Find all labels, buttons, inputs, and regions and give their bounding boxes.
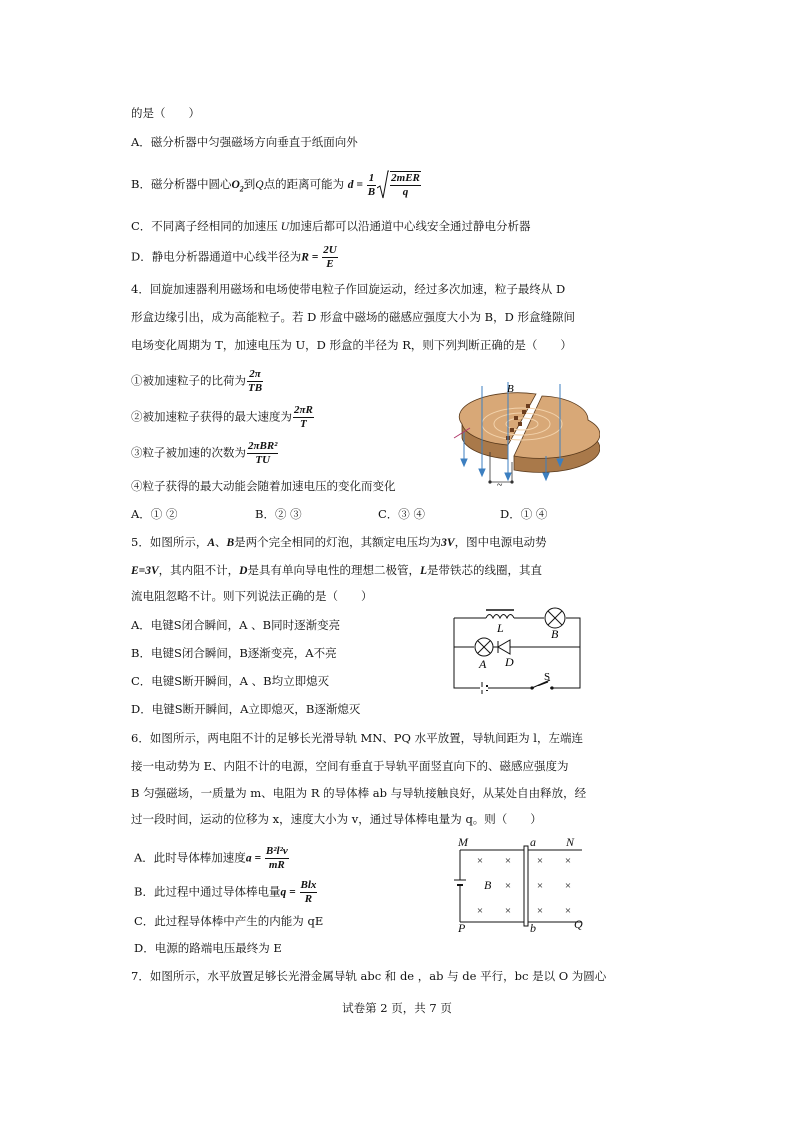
q3-option-a: A．磁分析器中匀强磁场方向垂直于纸面向外 bbox=[131, 135, 358, 149]
q4-statement-1: ①被加速粒子的比荷为 $\frac{2\pi}{TB}$ bbox=[131, 368, 263, 394]
q4-option-c: C．③ ④ bbox=[378, 507, 425, 521]
q6-stem-line1: 6．如图所示，两电阻不计的足够长光滑导轨 MN、PQ 水平放置，导轨间距为 l，左端连 bbox=[131, 731, 583, 745]
q5-option-b: B．电键S闭合瞬间，B逐渐变亮，A不亮 bbox=[131, 646, 337, 660]
field-mark: × bbox=[564, 855, 572, 867]
q6-option-d: D．电源的路端电压最终为 E bbox=[134, 941, 282, 955]
q4-statement-3: ③粒子被加速的次数为 $\frac{\text{2πBR²}}{TU}$ bbox=[131, 440, 278, 466]
q3-option-b: B．磁分析器中圆心$O_2$到Q点的距离可能为 d = $\frac{1}{B}$ $\frac{\text{2mER}}{q}$ bbox=[131, 171, 420, 198]
coil-label-l: L bbox=[497, 621, 504, 635]
q4-statement-4: ④粒子获得的最大动能会随着加速电压的变化而变化 bbox=[131, 479, 396, 493]
q5-stem-line3: 流电阻忽略不计。则下列说法正确的是（ ） bbox=[131, 589, 373, 603]
rails-figure bbox=[452, 836, 592, 932]
q4-stem-line2: 形盒边缘引出，成为高能粒子。若 D 形盒中磁场的磁感应强度大小为 B，D 形盒缝隙间 bbox=[131, 310, 576, 324]
field-mark: × bbox=[476, 905, 484, 917]
q6-stem-line2: 接一电动势为 E、内阻不计的电源，空间有垂直于导轨平面竖直向下的、磁感应强度为 bbox=[131, 759, 569, 773]
q6-stem-line4: 过一段时间，运动的位移为 x，速度大小为 v，通过导体棒电量为 q。则（ ） bbox=[131, 812, 542, 826]
q4-option-a: A．① ② bbox=[131, 507, 178, 521]
field-mark: × bbox=[564, 905, 572, 917]
field-mark: × bbox=[536, 855, 544, 867]
lamp-label-a: A bbox=[479, 657, 487, 671]
label-b: b bbox=[530, 921, 536, 932]
ac-source-symbol: ~ bbox=[497, 480, 503, 488]
q6-option-b: B．此过程中通过导体棒电量q = $\frac{\text{Blx}}{R}$ bbox=[134, 879, 317, 905]
field-mark: × bbox=[536, 905, 544, 917]
label-m: M bbox=[458, 836, 468, 849]
switch-label-s: S bbox=[544, 671, 551, 683]
figure-label-b: B bbox=[507, 383, 514, 395]
q5-option-d: D．电键S断开瞬间，A立即熄灭，B逐渐熄灭 bbox=[131, 702, 361, 716]
q7-stem-line1: 7．如图所示，水平放置足够长光滑金属导轨 abc 和 de ，ab 与 de 平行，bc 是以 O 为圆心 bbox=[131, 969, 607, 983]
q5-stem-line1: 5．如图所示，A、B是两个完全相同的灯泡，其额定电压均为3V，图中电源电动势 bbox=[131, 535, 547, 549]
field-mark: × bbox=[504, 855, 512, 867]
label-a: a bbox=[530, 836, 536, 849]
q6-option-c: C．此过程导体棒中产生的内能为 qE bbox=[134, 914, 324, 928]
label-q: Q bbox=[574, 917, 583, 931]
lamp-label-b: B bbox=[551, 627, 559, 641]
circuit-figure bbox=[448, 604, 588, 694]
diode-label-d: D bbox=[505, 655, 514, 669]
field-mark: × bbox=[536, 880, 544, 892]
q6-option-a: A．此时导体棒加速度a = $\frac{\text{B²l²v}}{mR}$ bbox=[134, 845, 288, 871]
q4-stem-line3: 电场变化周期为 T，加速电压为 U，D 形盒的半径为 R，则下列判断正确的是（ ） bbox=[131, 338, 572, 352]
cyclotron-figure bbox=[450, 376, 600, 488]
q3-option-c: C．不同离子经相同的加速压 U加速后都可以沿通道中心线安全通过静电分析器 bbox=[131, 219, 531, 233]
label-field-b: B bbox=[484, 878, 492, 892]
continuation-line: 的是（ ） bbox=[131, 106, 200, 120]
q6-stem-line3: B 匀强磁场，一质量为 m、电阻为 R 的导体棒 ab 与导轨接触良好，从某处自由释放，经 bbox=[131, 786, 587, 800]
q3-option-d: D．静电分析器通道中心线半径为R = $\frac{2U}{E}$ bbox=[131, 244, 337, 270]
q4-option-d: D．① ④ bbox=[500, 507, 548, 521]
field-mark: × bbox=[564, 880, 572, 892]
q4-stem-line1: 4．回旋加速器利用磁场和电场使带电粒子作回旋运动，经过多次加速，粒子最终从 D bbox=[131, 282, 566, 296]
q4-statement-2: ②被加速粒子获得的最大速度为 $\frac{2\pi R}{T}$ bbox=[131, 404, 313, 430]
field-mark: × bbox=[476, 855, 484, 867]
q5-option-a: A．电键S闭合瞬间，A 、B同时逐渐变亮 bbox=[131, 618, 341, 632]
q5-stem-line2: E=3V，其内阻不计，D是具有单向导电性的理想二极管，L是带铁芯的线圈，其直 bbox=[131, 563, 542, 577]
q5-option-c: C．电键S断开瞬间，A 、B均立即熄灭 bbox=[131, 674, 330, 688]
label-n: N bbox=[566, 836, 575, 849]
field-mark: × bbox=[504, 905, 512, 917]
label-p: P bbox=[458, 921, 466, 932]
q4-option-b: B．② ③ bbox=[255, 507, 302, 521]
field-mark: × bbox=[504, 880, 512, 892]
page-footer: 试卷第 2 页，共 7 页 bbox=[342, 1001, 452, 1015]
